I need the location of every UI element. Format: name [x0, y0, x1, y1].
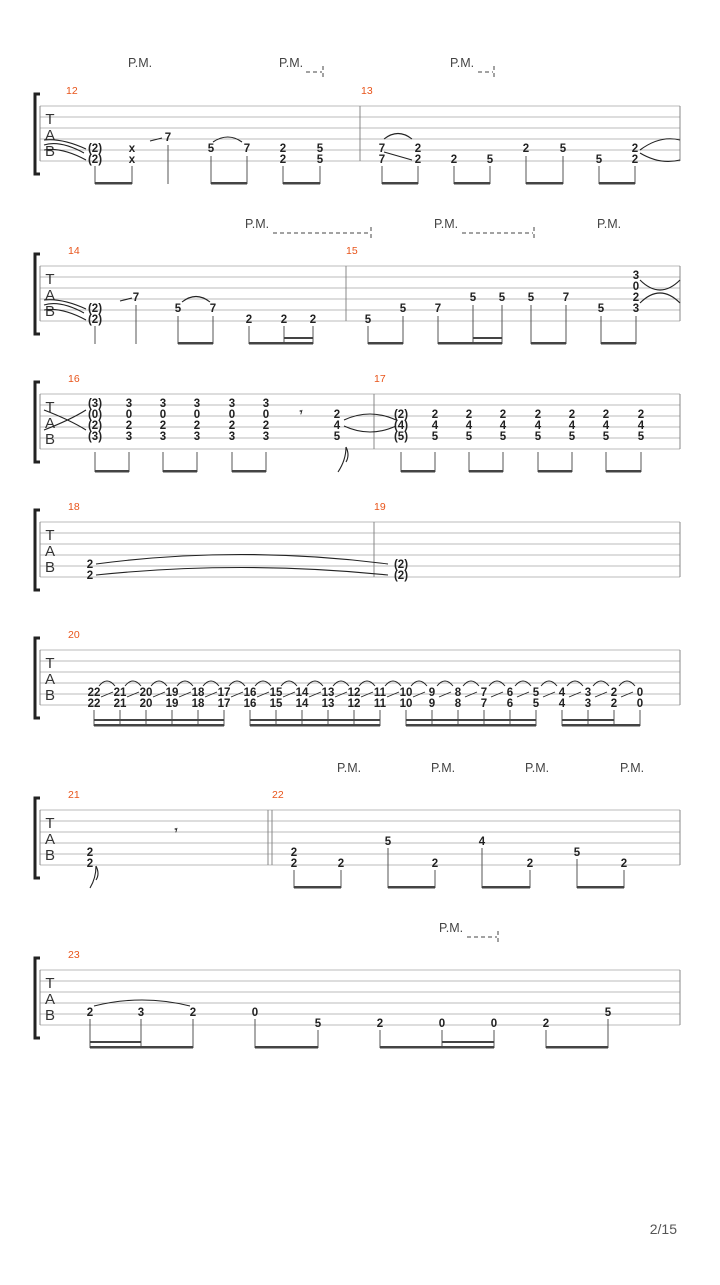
- fret-number: 3: [159, 398, 167, 410]
- eighth-rest-icon: 𝄾: [174, 825, 178, 837]
- bar-number: 19: [374, 501, 386, 513]
- fret-number: 2: [86, 1007, 94, 1019]
- fret-number: 9: [428, 687, 436, 699]
- fret-number: 6: [506, 698, 514, 710]
- fret-number: 4: [499, 420, 507, 432]
- fret-number: 2: [610, 698, 618, 710]
- fret-number: 2: [290, 847, 298, 859]
- fret-number: 2: [125, 420, 133, 432]
- fret-number: (2): [393, 570, 409, 582]
- fret-number: 7: [132, 292, 140, 304]
- fret-number: 5: [568, 431, 576, 443]
- fret-number: 2: [522, 143, 530, 155]
- fret-number: 2: [637, 409, 645, 421]
- tab-letter-b: B: [44, 143, 56, 160]
- fret-number: 3: [584, 687, 592, 699]
- fret-number: 5: [534, 431, 542, 443]
- fret-number: 3: [262, 431, 270, 443]
- fret-number: 2: [337, 858, 345, 870]
- fret-number: 0: [636, 687, 644, 699]
- fret-number: (2): [87, 314, 103, 326]
- fret-number: 16: [243, 687, 257, 699]
- fret-number: 4: [637, 420, 645, 432]
- fret-number: 3: [193, 398, 201, 410]
- fret-number: 5: [499, 431, 507, 443]
- palm-mute-label: P.M.: [128, 56, 153, 70]
- fret-number: 0: [438, 1018, 446, 1030]
- fret-number: 0: [632, 281, 640, 293]
- fret-number: 0: [490, 1018, 498, 1030]
- fret-number: 5: [637, 431, 645, 443]
- bar-number: 18: [68, 501, 80, 513]
- bar-number: 12: [66, 85, 78, 97]
- fret-number: 2: [414, 154, 422, 166]
- fret-number: 5: [595, 154, 603, 166]
- fret-number: 7: [480, 698, 488, 710]
- fret-number: 5: [316, 143, 324, 155]
- fret-number: 0: [125, 409, 133, 421]
- fret-number: 3: [193, 431, 201, 443]
- bar-number: 17: [374, 373, 386, 385]
- fret-number: 5: [573, 847, 581, 859]
- palm-mute-label: P.M.: [620, 761, 645, 775]
- fret-number: 2: [542, 1018, 550, 1030]
- fret-number: 5: [604, 1007, 612, 1019]
- fret-number: 15: [269, 698, 283, 710]
- fret-number: 20: [139, 687, 153, 699]
- fret-number: 7: [378, 143, 386, 155]
- fret-number: 21: [113, 698, 127, 710]
- fret-number: x: [128, 154, 136, 166]
- palm-mute-label: P.M.: [439, 921, 464, 935]
- fret-number: 5: [399, 303, 407, 315]
- fret-number: 7: [164, 132, 172, 144]
- tab-letter-a: A: [44, 287, 56, 304]
- fret-number: 11: [373, 698, 387, 710]
- page-number: 2/15: [649, 1221, 677, 1237]
- fret-number: 2: [534, 409, 542, 421]
- tab-letter-t: T: [45, 399, 55, 416]
- fret-number: 2: [245, 314, 253, 326]
- tab-letter-t: T: [45, 655, 55, 672]
- system-1: [35, 56, 680, 185]
- eighth-rest-icon: 𝄾: [299, 407, 303, 419]
- fret-number: 3: [125, 398, 133, 410]
- tab-letter-a: A: [44, 831, 56, 848]
- fret-number: 14: [295, 698, 309, 710]
- fret-number: 2: [499, 409, 507, 421]
- fret-number: 5: [174, 303, 182, 315]
- fret-number: 3: [632, 270, 640, 282]
- fret-number: 2: [602, 409, 610, 421]
- tab-letter-t: T: [45, 111, 55, 128]
- tab-letter-b: B: [44, 559, 56, 576]
- tab-letter-a: A: [44, 127, 56, 144]
- bar-number: 20: [68, 629, 80, 641]
- fret-number: 8: [454, 698, 462, 710]
- fret-number: 0: [251, 1007, 259, 1019]
- fret-number: 3: [125, 431, 133, 443]
- palm-mute-label: P.M.: [597, 217, 622, 231]
- tab-letter-t: T: [45, 815, 55, 832]
- fret-number: 2: [631, 154, 639, 166]
- tab-letter-t: T: [45, 527, 55, 544]
- fret-number: 7: [209, 303, 217, 315]
- fret-number: 5: [469, 292, 477, 304]
- fret-number: 8: [454, 687, 462, 699]
- fret-number: 12: [347, 687, 361, 699]
- fret-number: 3: [632, 303, 640, 315]
- fret-number: 4: [558, 687, 566, 699]
- fret-number: 5: [431, 431, 439, 443]
- tab-letter-t: T: [45, 975, 55, 992]
- bar-number: 22: [272, 789, 284, 801]
- fret-number: 2: [450, 154, 458, 166]
- fret-number: 4: [478, 836, 486, 848]
- fret-number: 2: [631, 143, 639, 155]
- fret-number: (3): [87, 398, 103, 410]
- fret-number: 7: [378, 154, 386, 166]
- fret-number: 4: [558, 698, 566, 710]
- palm-mute-label: P.M.: [450, 56, 475, 70]
- fret-number: (2): [393, 559, 409, 571]
- fret-number: 2: [632, 292, 640, 304]
- palm-mute-label: P.M.: [245, 217, 270, 231]
- fret-number: 2: [228, 420, 236, 432]
- tab-letter-b: B: [44, 687, 56, 704]
- fret-number: 2: [526, 858, 534, 870]
- fret-number: 4: [534, 420, 542, 432]
- fret-number: 2: [193, 420, 201, 432]
- fret-number: (2): [87, 420, 103, 432]
- system-5: [35, 629, 680, 727]
- fret-number: 2: [279, 143, 287, 155]
- fret-number: 0: [159, 409, 167, 421]
- fret-number: 4: [333, 420, 341, 432]
- fret-number: (2): [393, 409, 409, 421]
- fret-number: (0): [87, 409, 103, 421]
- fret-number: 2: [309, 314, 317, 326]
- fret-number: 2: [620, 858, 628, 870]
- palm-mute-label: P.M.: [434, 217, 459, 231]
- fret-number: 3: [262, 398, 270, 410]
- fret-number: 0: [262, 409, 270, 421]
- fret-number: 5: [527, 292, 535, 304]
- bar-number: 23: [68, 949, 80, 961]
- bar-number: 13: [361, 85, 373, 97]
- fret-number: 2: [86, 570, 94, 582]
- tab-letter-a: A: [44, 543, 56, 560]
- fret-number: 5: [498, 292, 506, 304]
- fret-number: 2: [290, 858, 298, 870]
- fret-number: 17: [217, 687, 231, 699]
- fret-number: 5: [486, 154, 494, 166]
- fret-number: 2: [279, 154, 287, 166]
- system-4: [35, 501, 680, 590]
- fret-number: 14: [295, 687, 309, 699]
- tab-letter-b: B: [44, 303, 56, 320]
- fret-number: 4: [602, 420, 610, 432]
- fret-number: 2: [159, 420, 167, 432]
- fret-number: 0: [228, 409, 236, 421]
- tab-letter-b: B: [44, 847, 56, 864]
- fret-number: 2: [280, 314, 288, 326]
- fret-number: 2: [86, 847, 94, 859]
- fret-number: 3: [137, 1007, 145, 1019]
- fret-number: 2: [86, 559, 94, 571]
- fret-number: 5: [316, 154, 324, 166]
- fret-number: 7: [434, 303, 442, 315]
- fret-number: 22: [87, 687, 101, 699]
- fret-number: 6: [506, 687, 514, 699]
- fret-number: 22: [87, 698, 101, 710]
- fret-number: 16: [243, 698, 257, 710]
- fret-number: 5: [384, 836, 392, 848]
- system-3: [35, 373, 680, 473]
- fret-number: 5: [364, 314, 372, 326]
- fret-number: 21: [113, 687, 127, 699]
- tab-letter-a: A: [44, 415, 56, 432]
- fret-number: 18: [191, 698, 205, 710]
- fret-number: x: [128, 143, 136, 155]
- fret-number: 5: [602, 431, 610, 443]
- fret-number: 12: [347, 698, 361, 710]
- fret-number: 17: [217, 698, 231, 710]
- system-7: [35, 921, 680, 1049]
- tab-letter-b: B: [44, 1007, 56, 1024]
- fret-number: 2: [431, 409, 439, 421]
- fret-number: 7: [562, 292, 570, 304]
- palm-mute-label: P.M.: [525, 761, 550, 775]
- system-6: [35, 761, 680, 889]
- palm-mute-label: P.M.: [337, 761, 362, 775]
- fret-number: (5): [393, 431, 409, 443]
- fret-number: 2: [465, 409, 473, 421]
- fret-number: 5: [532, 698, 540, 710]
- fret-number: 0: [636, 698, 644, 710]
- fret-number: 2: [568, 409, 576, 421]
- fret-number: 2: [333, 409, 341, 421]
- fret-number: 7: [243, 143, 251, 155]
- fret-number: 5: [597, 303, 605, 315]
- fret-number: 2: [610, 687, 618, 699]
- fret-number: 2: [376, 1018, 384, 1030]
- tab-letter-a: A: [44, 991, 56, 1008]
- tab-letter-b: B: [44, 431, 56, 448]
- fret-number: (4): [393, 420, 409, 432]
- fret-number: 19: [165, 687, 179, 699]
- fret-number: 4: [568, 420, 576, 432]
- bar-number: 14: [68, 245, 80, 257]
- bar-number: 15: [346, 245, 358, 257]
- fret-number: 2: [262, 420, 270, 432]
- fret-number: 13: [321, 698, 335, 710]
- palm-mute-label: P.M.: [431, 761, 456, 775]
- fret-number: 19: [165, 698, 179, 710]
- fret-number: 7: [480, 687, 488, 699]
- fret-number: 5: [532, 687, 540, 699]
- fret-number: 18: [191, 687, 205, 699]
- fret-number: 5: [333, 431, 341, 443]
- fret-number: (2): [87, 143, 103, 155]
- fret-number: 4: [431, 420, 439, 432]
- fret-number: 3: [228, 431, 236, 443]
- fret-number: 13: [321, 687, 335, 699]
- fret-number: 5: [465, 431, 473, 443]
- system-2: [35, 217, 680, 345]
- fret-number: 10: [399, 698, 413, 710]
- fret-number: 5: [314, 1018, 322, 1030]
- fret-number: 4: [465, 420, 473, 432]
- fret-number: 9: [428, 698, 436, 710]
- tab-letter-a: A: [44, 671, 56, 688]
- fret-number: 3: [228, 398, 236, 410]
- palm-mute-label: P.M.: [279, 56, 304, 70]
- fret-number: 10: [399, 687, 413, 699]
- tab-letter-t: T: [45, 271, 55, 288]
- fret-number: 2: [431, 858, 439, 870]
- fret-number: (3): [87, 431, 103, 443]
- fret-number: (2): [87, 303, 103, 315]
- fret-number: (2): [87, 154, 103, 166]
- bar-number: 16: [68, 373, 80, 385]
- fret-number: 15: [269, 687, 283, 699]
- fret-number: 2: [414, 143, 422, 155]
- fret-number: 20: [139, 698, 153, 710]
- fret-number: 3: [584, 698, 592, 710]
- fret-number: 2: [86, 858, 94, 870]
- bar-number: 21: [68, 789, 80, 801]
- fret-number: 11: [373, 687, 387, 699]
- fret-number: 0: [193, 409, 201, 421]
- fret-number: 2: [189, 1007, 197, 1019]
- fret-number: 5: [559, 143, 567, 155]
- fret-number: 3: [159, 431, 167, 443]
- fret-number: 5: [207, 143, 215, 155]
